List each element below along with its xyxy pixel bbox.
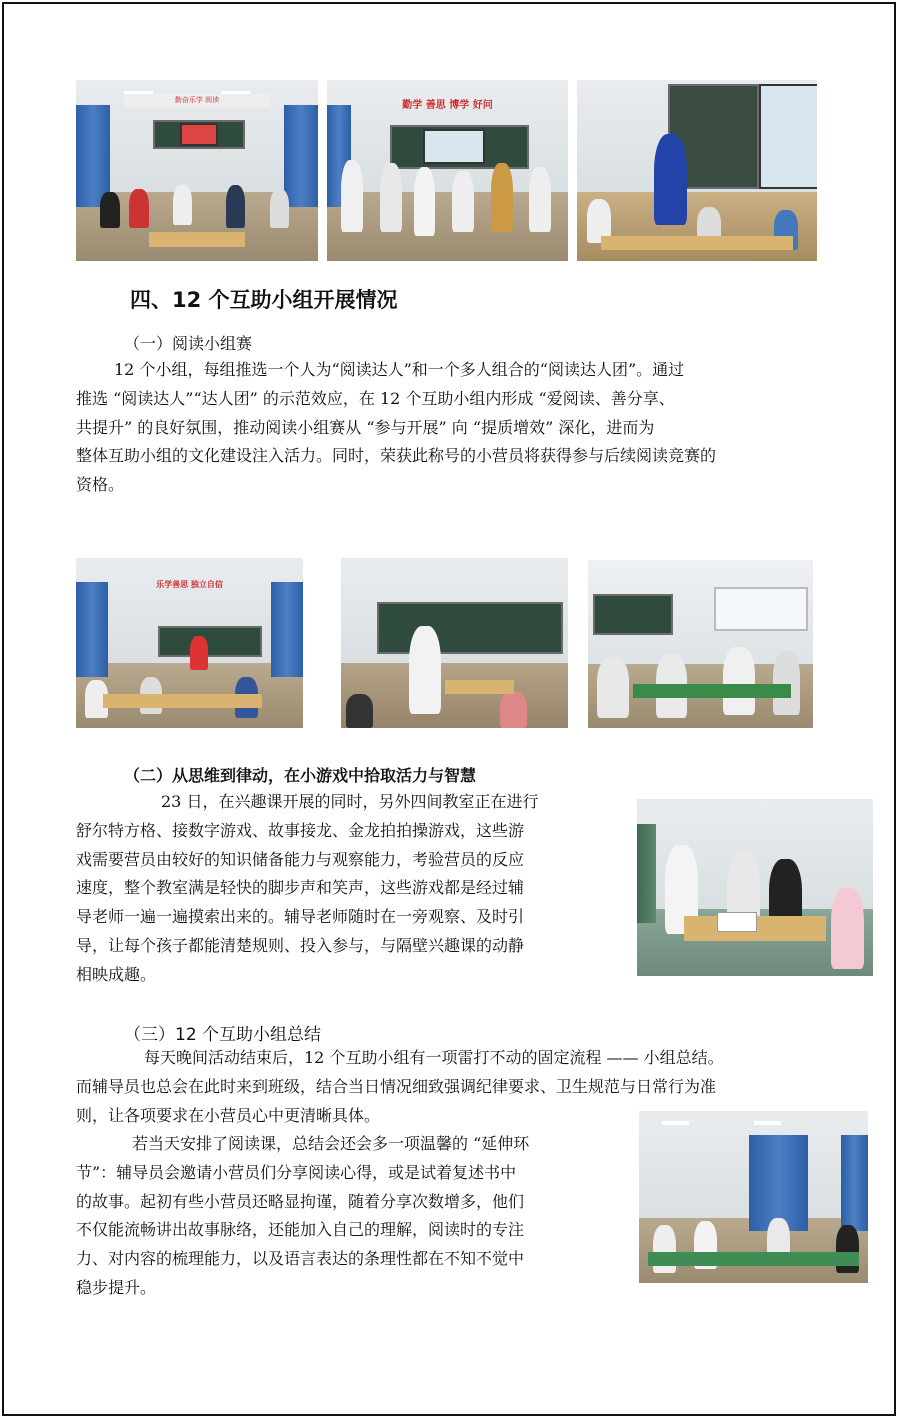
text-line: 每天晚间活动结束后，12 个互助小组有一项雷打不动的固定流程 —— 小组总结。 <box>144 1048 724 1067</box>
subsection-heading-3: （三）12 个互助小组总结 <box>124 1025 322 1045</box>
text-line: 资格。 <box>76 475 125 495</box>
classroom-slogan: 乐学善思 独立自信 <box>156 579 223 590</box>
paragraph-mini-games <box>76 788 620 990</box>
text-line: 则，让各项要求在小营员心中更清晰具体。 <box>76 1105 381 1125</box>
classroom-photo-2 <box>327 80 568 261</box>
text-line: 节”：辅导员会邀请小营员们分享阅读心得，或是试着复述书中 <box>76 1162 517 1182</box>
text-line: 稳步提升。 <box>76 1277 157 1297</box>
classroom-photo-7 <box>637 799 873 976</box>
classroom-photo-3 <box>577 80 817 261</box>
text-line: 共提升” 的良好氛围，推动阅读小组赛从 “参与开展” 向 “提质增效” 深化，进而为 <box>76 417 655 437</box>
classroom-photo-8 <box>639 1111 868 1283</box>
text-line: 整体互助小组的文化建设注入活力。同时，荣获此称号的小营员将获得参与后续阅读竞赛的 <box>76 446 717 466</box>
text-line: 23 日，在兴趣课开展的同时，另外四间教室正在进行 <box>161 792 539 811</box>
text-line: 若当天安排了阅读课，总结会还会多一项温馨的 “延伸环 <box>132 1134 530 1153</box>
subsection-heading-2: （二）从思维到律动，在小游戏中拾取活力与智慧 <box>124 766 477 785</box>
text-line: 力、对内容的梳理能力，以及语言表达的条理性都在不知不觉中 <box>76 1249 525 1269</box>
classroom-slogan: 勤奋乐学 阅读 <box>124 94 269 107</box>
classroom-photo-5 <box>341 558 568 728</box>
text-line: 12 个小组，每组推选一个人为“阅读达人”和一个多人组合的“阅读达人团”。通过 <box>114 360 685 379</box>
text-line: 不仅能流畅讲出故事脉络，还能加入自己的理解，阅读时的专注 <box>76 1220 525 1240</box>
text-line: 导老师一遍一遍摸索出来的。辅导老师随时在一旁观察、及时引 <box>76 907 525 927</box>
text-line: 速度，整个教室满是轻快的脚步声和笑声，这些游戏都是经过辅 <box>76 878 525 898</box>
text-line: 戏需要营员由较好的知识储备能力与观察能力，考验营员的反应 <box>76 849 525 869</box>
section-heading: 四、12 个互助小组开展情况 <box>130 288 398 312</box>
subsection-heading-1: （一）阅读小组赛 <box>124 334 253 353</box>
text-line: 的故事。起初有些小营员还略显拘谨，随着分享次数增多，他们 <box>76 1191 525 1211</box>
text-line: 舒尔特方格、接数字游戏、故事接龙、金龙拍拍操游戏，这些游 <box>76 820 525 840</box>
paragraph-reading-contest <box>76 356 840 500</box>
text-line: 推选 “阅读达人”“达人团” 的示范效应，在 12 个互助小组内形成 “爱阅读、善分享、 <box>76 388 675 408</box>
classroom-photo-6 <box>588 560 813 728</box>
text-line: 导，让每个孩子都能清楚规则、投入参与，与隔壁兴趣课的动静 <box>76 935 525 955</box>
text-line: 而辅导员也总会在此时来到班级，结合当日情况细致强调纪律要求、卫生规范与日常行为准 <box>76 1076 717 1096</box>
text-line: 相映成趣。 <box>76 964 157 984</box>
classroom-photo-1 <box>76 80 318 261</box>
paragraph-reading-extension <box>76 1130 636 1303</box>
classroom-photo-4 <box>76 558 303 728</box>
classroom-slogan: 勤学 善思 博学 好问 <box>402 100 493 112</box>
